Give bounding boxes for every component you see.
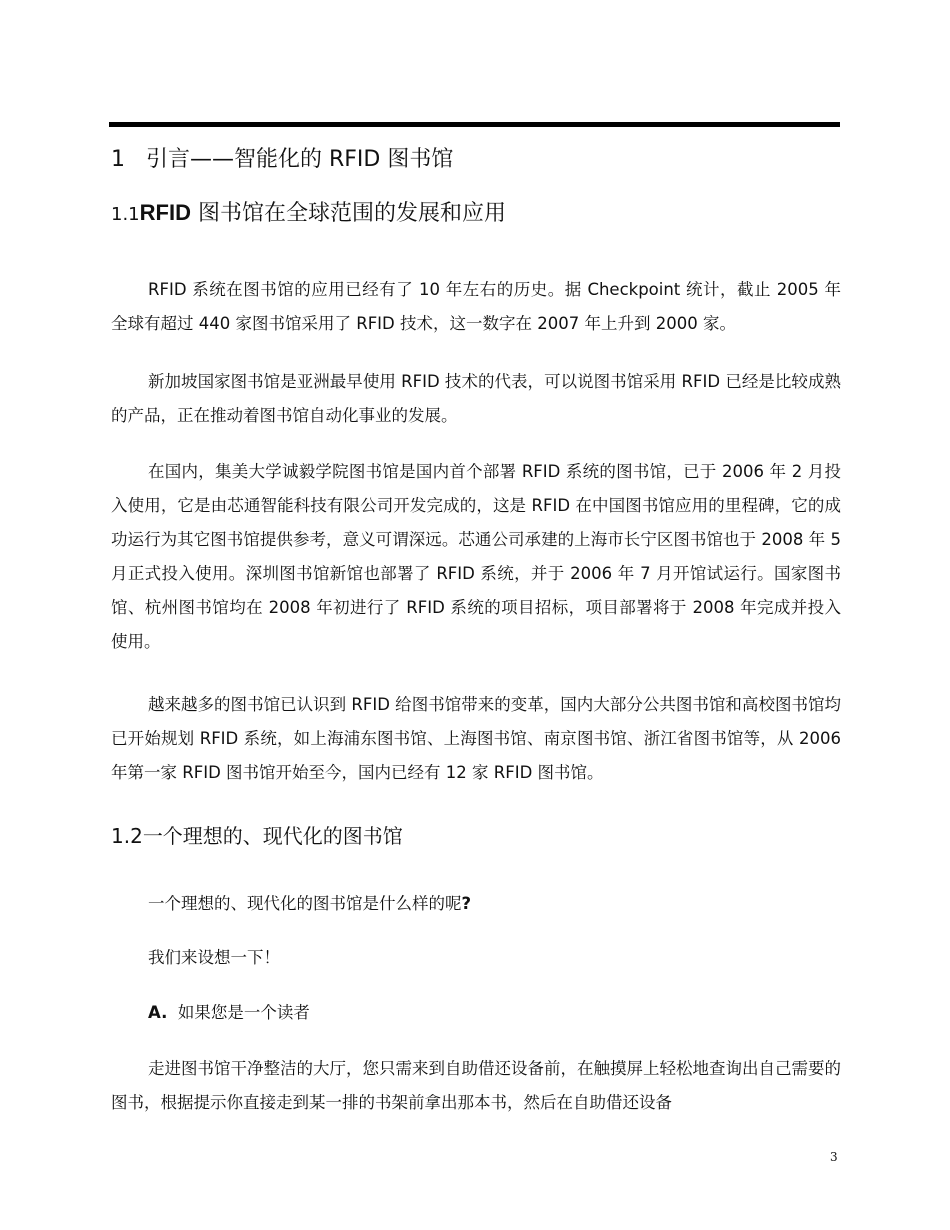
question-line (148, 890, 471, 918)
paragraph-4 (111, 688, 841, 790)
item-a-text: 如果您是一个读者 (177, 1003, 310, 1022)
section-title-bold: RFID (139, 200, 191, 225)
section-number: 1.2 (111, 824, 143, 848)
paragraph-text: 在国内，集美大学诚毅学院图书馆是国内首个部署 RFID 系统的图书馆，已于 2006 年 2 月投入使用，它是由芯通智能科技有限公司开发完成的，这是 RFID 在中国图书馆应用的里程碑，它的成功运行为其它图书馆提供参考，意义可谓深远。芯通公司承建的上海市长宁区图书馆也于 2008 年 5 月正式投入使用。深圳图书馆新馆也部署了 RFID 系统，并于 2006 年 7 月开馆试运行。国家图书馆、杭州图书馆均在 2008 年初进行了 RFID 系统的项目招标，项目部署将于 2008 年完成并投入使用。 (111, 462, 841, 651)
section-number: 1.1 (111, 204, 140, 225)
question-mark: ? (461, 894, 472, 913)
section-title-rest: 图书馆在全球范围的发展和应用 (190, 201, 506, 226)
paragraph-text: 越来越多的图书馆已认识到 RFID 给图书馆带来的变革，国内大部分公共图书馆和高校图书馆均已开始规划 RFID 系统，如上海浦东图书馆、上海图书馆、南京图书馆、浙江省图书馆等，从 2006 年第一家 RFID 图书馆开始至今，国内已经有 12 家 RFID 图书馆。 (111, 695, 841, 782)
chapter-heading (111, 146, 453, 174)
paragraph-1 (111, 273, 841, 341)
paragraph-text: RFID 系统在图书馆的应用已经有了 10 年左右的历史。据 Checkpoint 统计，截止 2005 年全球有超过 440 家图书馆采用了 RFID 技术，这一数字在 2007 年上升到 2000 家。 (111, 280, 841, 333)
paragraph-text: 新加坡国家图书馆是亚洲最早使用 RFID 技术的代表，可以说图书馆采用 RFID 已经是比较成熟的产品，正在推动着图书馆自动化事业的发展。 (111, 372, 841, 425)
paragraph-text: 走进图书馆干净整洁的大厅，您只需来到自助借还设备前，在触摸屏上轻松地查询出自己需要的图书，根据提示你直接走到某一排的书架前拿出那本书，然后在自助借还设备 (111, 1059, 841, 1112)
section-heading-1-1 (111, 198, 506, 230)
paragraph-3 (111, 455, 841, 659)
section-heading-1-2 (111, 822, 403, 850)
suppose-line (148, 944, 280, 972)
suppose-text: 我们来设想一下！ (148, 948, 280, 967)
question-text: 一个理想的、现代化的图书馆是什么样的呢 (148, 894, 462, 913)
header-rule (109, 122, 840, 127)
chapter-number: 1 (111, 147, 125, 172)
paragraph-5 (111, 1052, 841, 1120)
paragraph-2 (111, 365, 841, 433)
chapter-title: 引言——智能化的 RFID 图书馆 (145, 147, 454, 172)
item-a-label: A. (148, 1003, 168, 1022)
item-a (148, 999, 310, 1027)
page-number: 3 (830, 1150, 838, 1164)
section-title: 一个理想的、现代化的图书馆 (142, 824, 403, 848)
